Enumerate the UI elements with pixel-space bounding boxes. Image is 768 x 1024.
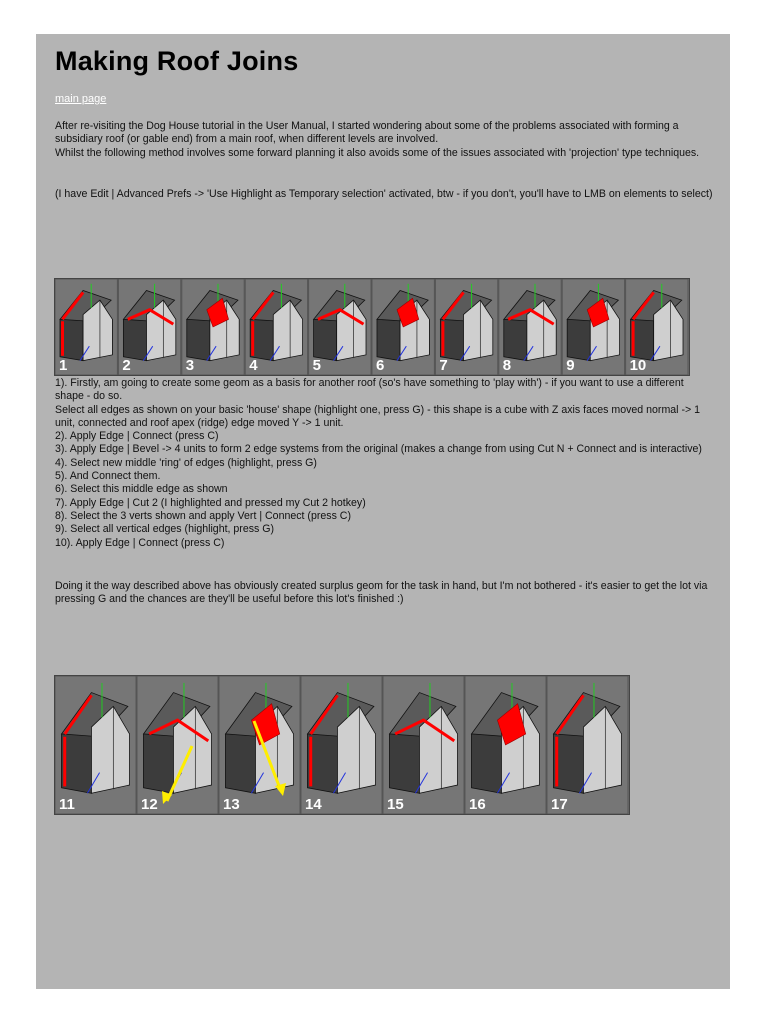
step-number-label: 11: [59, 796, 75, 813]
house-side-face: [123, 315, 146, 361]
step-number-label: 2: [122, 357, 131, 374]
step-number-label: 9: [566, 357, 575, 374]
house-side-face: [377, 315, 400, 361]
step-panel: [55, 676, 136, 814]
house-side-face: [187, 315, 210, 361]
step-panel: [383, 676, 464, 814]
step-number-label: 5: [312, 357, 321, 374]
house-side-face: [225, 727, 255, 793]
house-side-face: [143, 727, 173, 793]
step-panel: [219, 676, 300, 814]
house-side-face: [314, 315, 337, 361]
step-number-label: 6: [376, 357, 385, 374]
note-text: (I have Edit | Advanced Prefs -> 'Use Highlight as Temporary selection' activated, btw - if you don't, you'll have to LMB on elements to select): [55, 188, 713, 200]
main-page-link[interactable]: main page: [55, 93, 107, 105]
step-text: 9). Select all vertical edges (highlight, press G): [55, 523, 275, 536]
intro-paragraph: After re-visiting the Dog House tutorial in the User Manual, I started wondering about some of the problems associated with forming a subsidiary roof (or gable end) from a main roof, when different levels are involved.: [55, 120, 679, 146]
house-side-face: [389, 727, 419, 793]
prefs-note: [55, 188, 715, 201]
page-title: Making Roof Joins: [55, 46, 299, 76]
step-number-label: 3: [185, 357, 195, 374]
step-number-label: 8: [502, 357, 512, 374]
step-text: 8). Select the 3 verts shown and apply Vert | Connect (press C): [55, 509, 351, 522]
closing-paragraph: [55, 580, 715, 607]
step-number-label: 4: [249, 357, 258, 374]
house-side-face: [471, 727, 501, 793]
step-number-label: 14: [305, 796, 322, 813]
step-text: 1). Firstly, am going to create some geom as a basis for another roof (so's have something to 'play with') - if you want to use a different shape - do so.: [55, 377, 684, 403]
step-number-label: 17: [551, 796, 568, 813]
step-number-label: 15: [387, 796, 404, 813]
step-text: 5). And Connect them.: [55, 470, 161, 483]
step-panel: [137, 676, 218, 814]
step-text: 7). Apply Edge | Cut 2 (I highlighted and pressed my Cut 2 hotkey): [55, 496, 366, 509]
step-image-strip-1: [54, 278, 690, 376]
step-number-label: 1: [59, 357, 68, 374]
step-text: 6). Select this middle edge as shown: [55, 483, 228, 496]
step-number-label: 13: [223, 796, 240, 813]
step-text: 10). Apply Edge | Connect (press C): [55, 536, 225, 549]
step-text: 3). Apply Edge | Bevel -> 4 units to form 2 edge systems from the original (makes a change from using Cut N + Connect and is interactive): [55, 443, 702, 456]
closing-text: Doing it the way described above has obviously created surplus geom for the task in hand, but I'm not bothered - it's easier to get the lot via pressing G and the chances are they'll be useful before this lot's finished :): [55, 580, 708, 606]
step-text: 2). Apply Edge | Connect (press C): [55, 430, 219, 443]
house-side-face: [567, 315, 590, 361]
house-side-face: [504, 315, 527, 361]
step-number-label: 10: [629, 357, 647, 374]
step-text: Select all edges as shown on your basic 'house' shape (highlight one, press G) - this shape is a cube with Z axis faces moved normal -> 1 unit, connected and roof apex (ridge) edge moved Y -> 1 unit.: [55, 403, 701, 429]
step-panel: [547, 676, 628, 814]
step-panel: [301, 676, 382, 814]
intro-block: [55, 120, 715, 160]
steps-list: [55, 377, 715, 550]
step-image-strip-2: [54, 675, 630, 815]
intro-paragraph: Whilst the following method involves some forward planning it also avoids some of the issues associated with 'projection' type techniques.: [55, 146, 700, 159]
steps-1-10-illustration: [55, 279, 689, 375]
step-text: 4). Select new middle 'ring' of edges (highlight, press G): [55, 456, 317, 469]
steps-11-17-illustration: [55, 676, 629, 814]
step-number-label: 12: [141, 796, 158, 813]
step-panel: [465, 676, 546, 814]
step-number-label: 7: [439, 357, 448, 374]
step-number-label: 16: [469, 796, 486, 813]
document-page: [36, 34, 730, 989]
